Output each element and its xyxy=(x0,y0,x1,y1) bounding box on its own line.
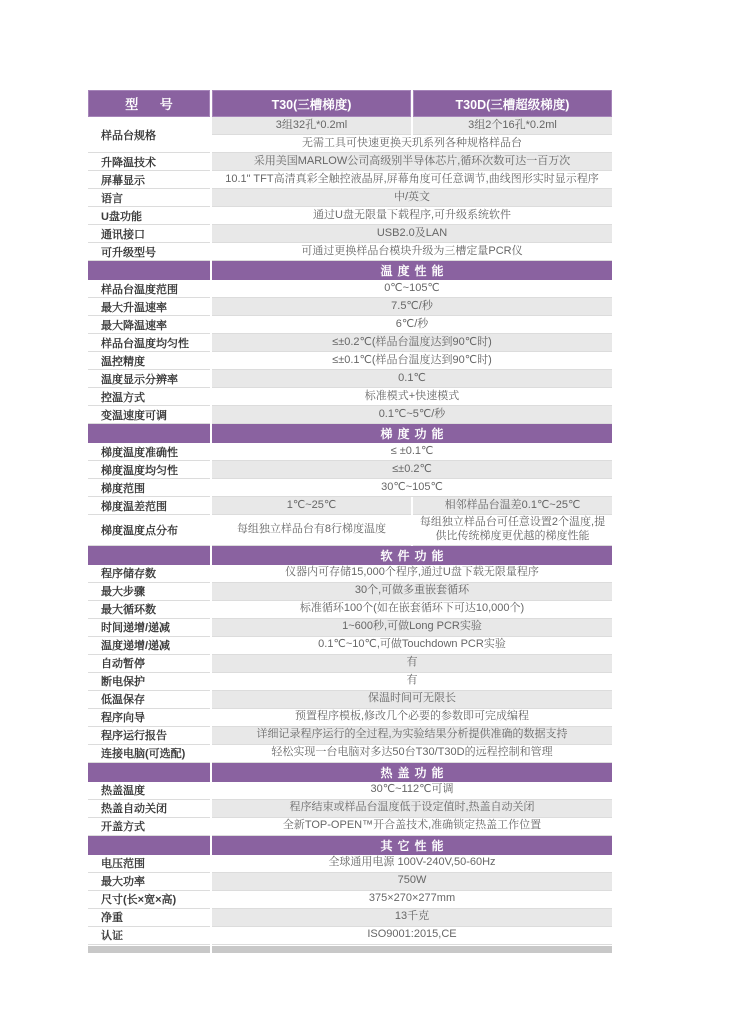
row-value: ISO9001:2015,CE xyxy=(212,927,612,945)
row-value: 标准循环100个(如在嵌套循环下可达10,000个) xyxy=(212,601,612,619)
spec-row xyxy=(88,406,612,424)
row-value: 预置程序模板,修改几个必要的参数即可完成编程 xyxy=(212,709,612,727)
row-label: 温度递增/递减 xyxy=(88,637,210,655)
row-value: 6℃/秒 xyxy=(212,316,612,334)
spec-row xyxy=(88,745,612,763)
row-value: 30℃~112℃可调 xyxy=(212,782,612,800)
table-footer-bar xyxy=(88,946,612,953)
row-label: 梯度温度点分布 xyxy=(88,515,210,546)
row-value: 无需工具可快速更换天玑系列各种规格样品台 xyxy=(212,135,612,153)
spec-row xyxy=(88,709,612,727)
row-label: 最大步骤 xyxy=(88,583,210,601)
section-header-title: 温度性能 xyxy=(212,261,612,280)
section-header-row xyxy=(88,261,612,280)
row-label: 程序运行报告 xyxy=(88,727,210,745)
row-label: 通讯接口 xyxy=(88,225,210,243)
spec-row xyxy=(88,909,612,927)
row-label: 电压范围 xyxy=(88,855,210,873)
row-value-t30d: 相邻样品台温差0.1℃~25℃ xyxy=(413,497,612,515)
spec-row xyxy=(88,370,612,388)
row-label: 最大降温速率 xyxy=(88,316,210,334)
row-label: 温控精度 xyxy=(88,352,210,370)
row-value: 详细记录程序运行的全过程,为实验结果分析提供准确的数据支持 xyxy=(212,727,612,745)
row-value: ≤±0.2℃ xyxy=(212,461,612,479)
row-label: 开盖方式 xyxy=(88,818,210,836)
row-value-t30: 3组32孔*0.2ml xyxy=(212,117,411,135)
group-subrow xyxy=(212,135,612,153)
row-label: 断电保护 xyxy=(88,673,210,691)
model-header-t30d: T30D(三槽超级梯度) xyxy=(413,90,612,117)
row-label: 自动暂停 xyxy=(88,655,210,673)
row-label: 梯度温度均匀性 xyxy=(88,461,210,479)
spec-row-split xyxy=(88,515,612,546)
section-header-title: 其它性能 xyxy=(212,836,612,855)
spec-row xyxy=(88,225,612,243)
model-header-label: 型 号 xyxy=(88,90,210,117)
row-label: 热盖温度 xyxy=(88,782,210,800)
row-label: 程序向导 xyxy=(88,709,210,727)
row-label: 程序储存数 xyxy=(88,565,210,583)
row-label: 低温保存 xyxy=(88,691,210,709)
row-label: 最大功率 xyxy=(88,873,210,891)
spec-row xyxy=(88,443,612,461)
section-header-left-segment xyxy=(88,836,210,855)
section-header-title: 梯度功能 xyxy=(212,424,612,443)
row-value: 全新TOP-OPEN™开合盖技术,准确锁定热盖工作位置 xyxy=(212,818,612,836)
spec-row xyxy=(88,818,612,836)
row-value: 可通过更换样品台模块升级为三槽定量PCR仪 xyxy=(212,243,612,261)
section-header-row xyxy=(88,763,612,782)
row-value: 0.1℃ xyxy=(212,370,612,388)
row-value: 标准模式+快速模式 xyxy=(212,388,612,406)
row-value: 通过U盘无限量下载程序,可升级系统软件 xyxy=(212,207,612,225)
row-value: 1~600秒,可做Long PCR实验 xyxy=(212,619,612,637)
row-label: 温度显示分辨率 xyxy=(88,370,210,388)
spec-row xyxy=(88,927,612,945)
row-label: 连接电脑(可选配) xyxy=(88,745,210,763)
spec-row xyxy=(88,583,612,601)
spec-row xyxy=(88,565,612,583)
spec-row xyxy=(88,171,612,189)
row-value: 中/英文 xyxy=(212,189,612,207)
row-value: 采用美国MARLOW公司高级别半导体芯片,循环次数可达一百万次 xyxy=(212,153,612,171)
row-value: 有 xyxy=(212,673,612,691)
row-label: 热盖自动关闭 xyxy=(88,800,210,818)
row-label: 控温方式 xyxy=(88,388,210,406)
row-value-t30: 每组独立样品台有8行梯度温度 xyxy=(212,515,411,546)
row-value: ≤±0.2℃(样品台温度达到90℃时) xyxy=(212,334,612,352)
row-value: 轻松实现一台电脑对多达50台T30/T30D的远程控制和管理 xyxy=(212,745,612,763)
spec-row xyxy=(88,601,612,619)
row-value: 10.1" TFT高清真彩全触控液晶屏,屏幕角度可任意调节,曲线图形实时显示程序 xyxy=(212,171,612,189)
group-subrows xyxy=(212,117,612,153)
spec-row xyxy=(88,619,612,637)
spec-table xyxy=(88,90,612,953)
spec-row xyxy=(88,637,612,655)
row-value: 0℃~105℃ xyxy=(212,280,612,298)
spec-row xyxy=(88,891,612,909)
spec-row xyxy=(88,461,612,479)
row-value: ≤ ±0.1℃ xyxy=(212,443,612,461)
spec-row xyxy=(88,153,612,171)
spec-row xyxy=(88,655,612,673)
section-header-title: 热盖功能 xyxy=(212,763,612,782)
row-value: 750W xyxy=(212,873,612,891)
row-value: 375×270×277mm xyxy=(212,891,612,909)
row-label: 梯度温度准确性 xyxy=(88,443,210,461)
spec-table-body xyxy=(88,117,612,953)
spec-row xyxy=(88,855,612,873)
section-header-left-segment xyxy=(88,763,210,782)
row-label: 梯度范围 xyxy=(88,479,210,497)
row-value: 保温时间可无限长 xyxy=(212,691,612,709)
row-value: 30℃~105℃ xyxy=(212,479,612,497)
section-header-row xyxy=(88,424,612,443)
spec-row xyxy=(88,782,612,800)
row-label: 样品台温度范围 xyxy=(88,280,210,298)
row-label: 最大循环数 xyxy=(88,601,210,619)
spec-row xyxy=(88,800,612,818)
row-value: 7.5℃/秒 xyxy=(212,298,612,316)
spec-row xyxy=(88,388,612,406)
spec-row xyxy=(88,316,612,334)
section-header-left-segment xyxy=(88,261,210,280)
model-header-row xyxy=(88,90,612,117)
row-value: USB2.0及LAN xyxy=(212,225,612,243)
spec-row-split xyxy=(88,497,612,515)
row-value: 13千克 xyxy=(212,909,612,927)
spec-row xyxy=(88,334,612,352)
footer-right-segment xyxy=(212,946,612,953)
section-header-row xyxy=(88,546,612,565)
row-label: U盘功能 xyxy=(88,207,210,225)
row-value: 程序结束或样品台温度低于设定值时,热盖自动关闭 xyxy=(212,800,612,818)
row-label: 尺寸(长×宽×高) xyxy=(88,891,210,909)
spec-row xyxy=(88,727,612,745)
spec-row xyxy=(88,298,612,316)
spec-row xyxy=(88,207,612,225)
row-value: 0.1℃~5℃/秒 xyxy=(212,406,612,424)
row-value-t30d: 每组独立样品台可任意设置2个温度,提供比传统梯度更优越的梯度性能 xyxy=(413,515,612,546)
row-value-t30d: 3组2个16孔*0.2ml xyxy=(413,117,612,135)
row-value: 30个,可做多重嵌套循环 xyxy=(212,583,612,601)
row-value: ≤±0.1℃(样品台温度达到90℃时) xyxy=(212,352,612,370)
footer-left-segment xyxy=(88,946,210,953)
row-label: 样品台规格 xyxy=(88,117,210,153)
row-label: 可升级型号 xyxy=(88,243,210,261)
row-label: 样品台温度均匀性 xyxy=(88,334,210,352)
row-label: 认证 xyxy=(88,927,210,945)
row-value: 全球通用电源 100V-240V,50-60Hz xyxy=(212,855,612,873)
spec-row xyxy=(88,479,612,497)
row-label: 时间递增/递减 xyxy=(88,619,210,637)
row-label: 最大升温速率 xyxy=(88,298,210,316)
spec-row xyxy=(88,691,612,709)
section-header-left-segment xyxy=(88,424,210,443)
spec-row xyxy=(88,243,612,261)
spec-row xyxy=(88,189,612,207)
spec-row xyxy=(88,873,612,891)
row-label: 变温速度可调 xyxy=(88,406,210,424)
row-label: 升降温技术 xyxy=(88,153,210,171)
row-value-t30: 1℃~25℃ xyxy=(212,497,411,515)
group-subrow xyxy=(212,117,612,135)
row-label: 净重 xyxy=(88,909,210,927)
spec-row-group xyxy=(88,117,612,153)
row-value: 有 xyxy=(212,655,612,673)
section-header-row xyxy=(88,836,612,855)
row-value: 仪器内可存储15,000个程序,通过U盘下载无限量程序 xyxy=(212,565,612,583)
spec-row xyxy=(88,673,612,691)
section-header-left-segment xyxy=(88,546,210,565)
spec-row xyxy=(88,352,612,370)
spec-row xyxy=(88,280,612,298)
row-label: 梯度温差范围 xyxy=(88,497,210,515)
section-header-title: 软件功能 xyxy=(212,546,612,565)
row-label: 语言 xyxy=(88,189,210,207)
model-header-t30: T30(三槽梯度) xyxy=(212,90,411,117)
row-value: 0.1℃~10℃,可做Touchdown PCR实验 xyxy=(212,637,612,655)
row-label: 屏幕显示 xyxy=(88,171,210,189)
